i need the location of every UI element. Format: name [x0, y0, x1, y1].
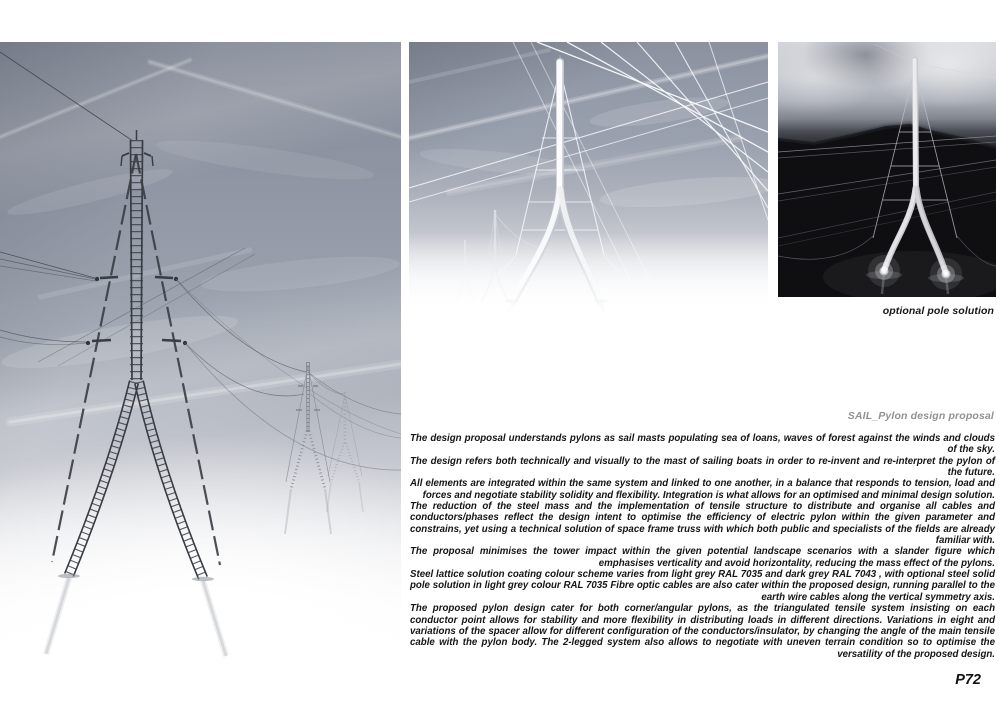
proposal-paragraph: Steel lattice solution coating colour scheme varies from light grey RAL 7035 and dark grey RAL 7043 , with optional steel solid pole solution in light grey colour RAL 7035 Fibre optic cables are also cater within the proposed design, running parallel to the earth wire cables along the vertical symmetry axis.	[410, 569, 995, 603]
optional-pole-drawing	[778, 42, 996, 297]
lattice-pylon-render-image	[0, 42, 401, 665]
proposal-paragraph: The proposed pylon design cater for both corner/angular pylons, as the triangulated tensile system insisting on each conductor point allows for stability and more flexibility in distributing loads in different directions. Variations in eight and variations of the spacer allow for different configuration of the conductors/insulator, by changing the angle of the main tensile cable with the pylon body. The 2-legged system also allows to negotiate with uneven terrain condition so to optimise the versatility of the proposed design.	[410, 603, 995, 660]
proposal-paragraph: The proposal minimises the tower impact within the given potential landscape scenarios with a slander figure which emphasises verticality and avoid horizontality, reducing the mass effect of the pylons.	[410, 546, 995, 569]
optional-pole-render-image	[778, 42, 996, 297]
proposal-paragraph: The reduction of the steel mass and the implementation of tensile structure to distribute and organise all cables and conductors/phases reflect the design intent to optimise the efficiency of electric pylon within the given parameter and constrains, yet using a technical solution of space frame truss with which both public and specialists of the fields are already familiar with.	[410, 501, 995, 547]
sail-pylon-drawing	[409, 42, 768, 314]
page-number: P72	[955, 672, 981, 688]
proposal-title: SAIL_Pylon design proposal	[847, 410, 994, 422]
sail-pylon-render-image	[409, 42, 768, 314]
lattice-pylon-drawing	[0, 42, 401, 665]
proposal-paragraph: The design refers both technically and visually to the mast of sailing boats in order to re-invent and re-interpret the pylon of the future.	[410, 455, 995, 479]
optional-pole-caption: optional pole solution	[882, 305, 994, 317]
proposal-text-block	[410, 433, 995, 660]
proposal-paragraph: All elements are integrated within the same system and linked to one another, in a balance that responds to tension, load and forces and negotiate stability solidity and flexibility. Integration is what allows for an optimised and minimal design solution.	[410, 478, 995, 501]
proposal-paragraph: The design proposal understands pylons as sail masts populating sea of loans, waves of forest against the winds and clouds of the sky.	[410, 433, 995, 456]
